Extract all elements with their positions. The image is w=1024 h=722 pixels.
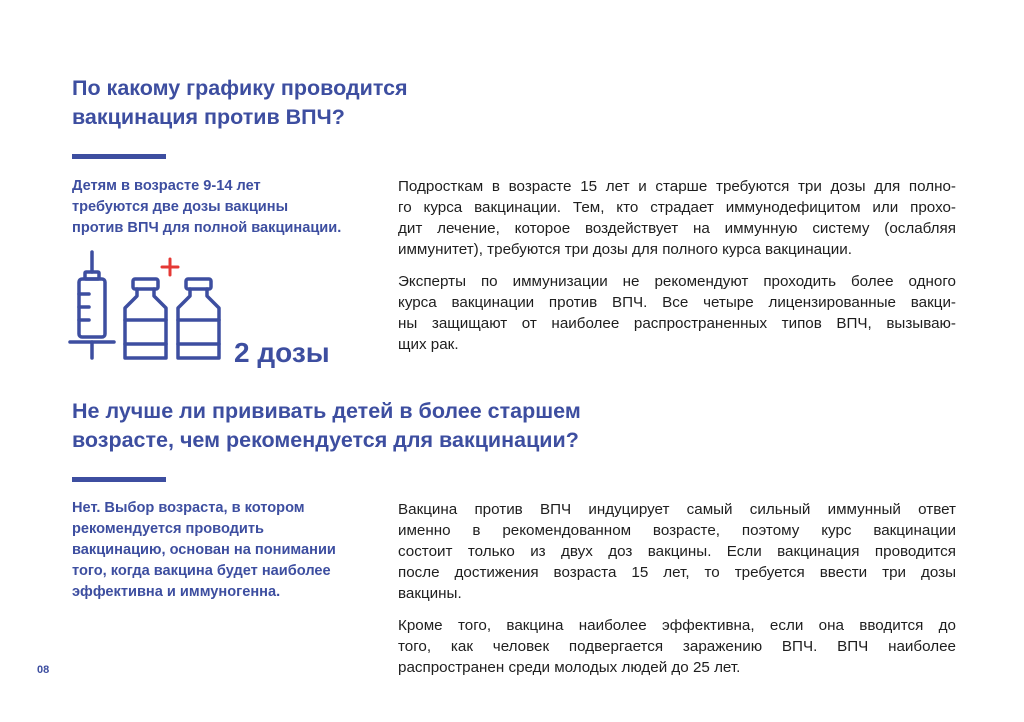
section2-lead-line: рекомендуется проводить bbox=[72, 521, 265, 537]
section1-lead bbox=[72, 176, 341, 239]
text-line: состоит только из двух доз вакцины. Если вакцинация проводится bbox=[398, 543, 956, 560]
dose-count-label: 2 дозы bbox=[234, 337, 330, 368]
section2-paragraph bbox=[398, 499, 956, 604]
text-line: щих рак. bbox=[398, 336, 459, 353]
section1-body bbox=[398, 176, 956, 366]
plus-icon bbox=[162, 259, 178, 275]
page-number: 08 bbox=[37, 664, 50, 676]
text-line: дит лечение, которое воздействует на иммунную систему (ослабляя bbox=[398, 220, 956, 237]
text-line: го курса вакцинации. Тем, кто страдает иммунодефицитом или прохо- bbox=[398, 199, 956, 216]
text-line: Подросткам в возрасте 15 лет и старше требуются три дозы для полно- bbox=[398, 178, 956, 195]
section1-title-line: вакцинация против ВПЧ? bbox=[72, 105, 345, 129]
section2-lead-line: того, когда вакцина будет наиболее bbox=[72, 563, 331, 579]
syringe-icon bbox=[70, 252, 114, 358]
section2-title-line: Не лучше ли прививать детей в более старшем bbox=[72, 399, 581, 423]
section2-lead bbox=[72, 498, 336, 603]
section1-paragraph bbox=[398, 176, 956, 260]
section2-paragraph bbox=[398, 615, 956, 678]
text-line: вакцины. bbox=[398, 585, 462, 602]
section2-title-line: возрасте, чем рекомендуется для вакцинации? bbox=[72, 428, 579, 452]
vaccine-vial-icon bbox=[178, 279, 219, 358]
text-line: ны защищают от наиболее распространенных типов ВПЧ, вызываю- bbox=[398, 315, 956, 332]
section2-divider bbox=[72, 477, 166, 482]
text-line: Кроме того, вакцина наиболее эффективна, если она вводится до bbox=[398, 617, 956, 634]
section1-lead-line: против ВПЧ для полной вакцинации. bbox=[72, 220, 342, 236]
text-line: после достижения возраста 15 лет, то требуется ввести три дозы bbox=[398, 564, 956, 581]
section1-title-line: По какому графику проводится bbox=[72, 76, 408, 100]
section1-lead-line: требуются две дозы вакцины bbox=[72, 199, 289, 215]
vaccine-vial-icon bbox=[125, 279, 166, 358]
section2-lead-line: вакцинацию, основан на понимании bbox=[72, 542, 336, 558]
section1-title bbox=[72, 74, 408, 132]
section1-paragraph bbox=[398, 271, 956, 355]
text-line: Вакцина против ВПЧ индуцирует самый сильный иммунный ответ bbox=[398, 501, 956, 518]
section2-lead-line: эффективна и иммуногенна. bbox=[72, 584, 281, 600]
text-line: курса вакцинации против ВПЧ. Все четыре лицензированные вакци- bbox=[398, 294, 956, 311]
text-line: иммунитет), требуются три дозы для полного курса вакцинации. bbox=[398, 241, 852, 258]
section2-title bbox=[72, 397, 581, 455]
vaccine-illustration bbox=[66, 250, 236, 362]
text-line: распространен среди молодых людей до 25 лет. bbox=[398, 659, 741, 676]
text-line: именно в рекомендованном возрасте, поэтому курс вакцинации bbox=[398, 522, 956, 539]
section1-divider bbox=[72, 154, 166, 159]
text-line: Эксперты по иммунизации не рекомендуют проходить более одного bbox=[398, 273, 956, 290]
text-line: того, как человек подвергается заражению ВПЧ. ВПЧ наиболее bbox=[398, 638, 956, 655]
section2-lead-line: Нет. Выбор возраста, в котором bbox=[72, 500, 305, 516]
section1-lead-line: Детям в возрасте 9-14 лет bbox=[72, 178, 261, 194]
section2-body bbox=[398, 499, 956, 689]
